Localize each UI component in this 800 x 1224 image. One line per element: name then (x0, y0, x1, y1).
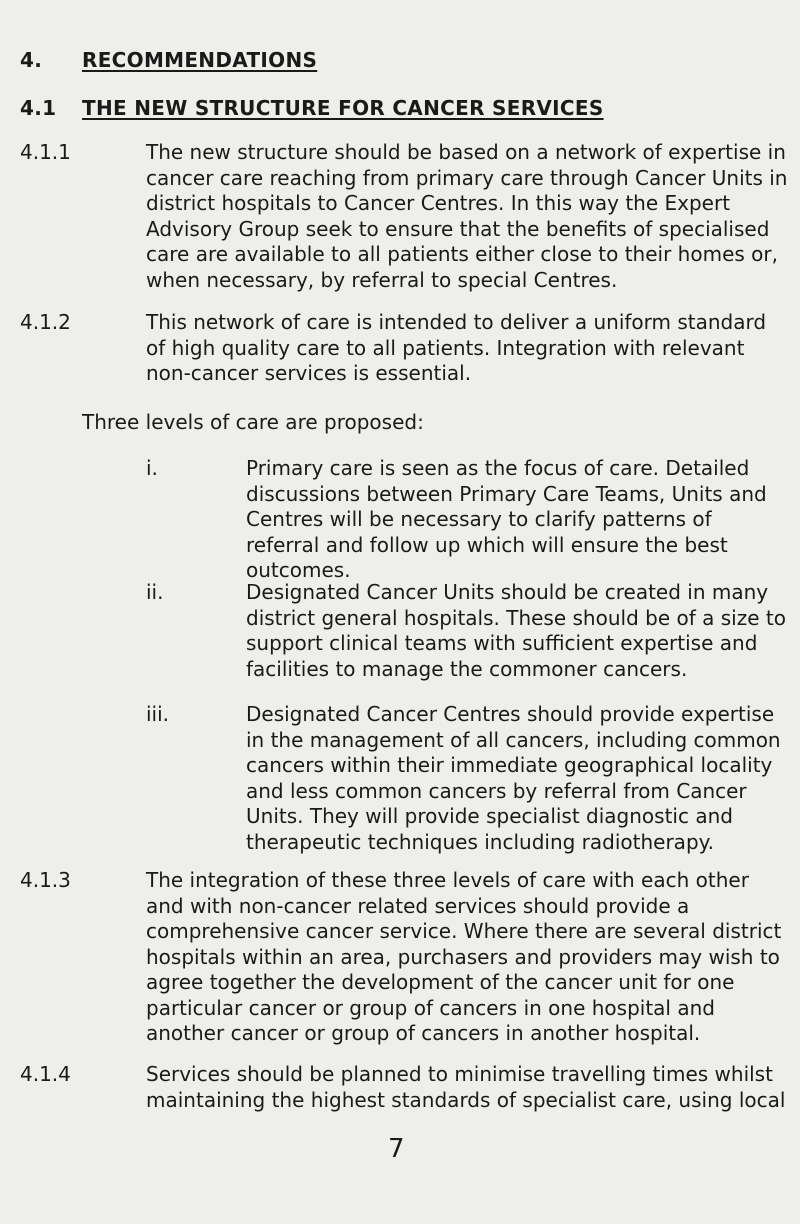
paragraph-4-1-1 (20, 140, 790, 293)
paragraph-number: 4.1.4 (20, 1062, 71, 1086)
section-number: 4. (20, 48, 43, 72)
list-numeral: ii. (146, 580, 164, 604)
levels-intro: Three levels of care are proposed: (82, 410, 424, 434)
list-item-text: Designated Cancer Units should be created in many district general hospitals. These should be of a size to support clinical teams with sufficient expertise and facilities to manage the commoner cancers. (246, 580, 786, 681)
paragraph-text: Services should be planned to minimise travelling times whilst maintaining the highest standards of specialist care, using local (146, 1062, 786, 1112)
subsection-number: 4.1 (20, 96, 57, 120)
paragraph-text: The new structure should be based on a network of expertise in cancer care reaching from primary care through Cancer Units in district hospitals to Cancer Centres. In this way the Expert Advisory Group seek to ensure that the benefits of specialised care are available to all patients either close to their homes or, when necessary, by referral to special Centres. (146, 140, 788, 292)
page-number: 7 (388, 1134, 405, 1164)
paragraph-4-1-3 (20, 868, 790, 1047)
paragraph-number: 4.1.3 (20, 868, 71, 892)
level-item-ii (146, 580, 786, 682)
list-numeral: iii. (146, 702, 170, 726)
level-item-iii (146, 702, 786, 855)
list-item-text: Primary care is seen as the focus of care. Detailed discussions between Primary Care Teams, Units and Centres will be necessary to clarify patterns of referral and follow up which will ensure the best outcomes. (246, 456, 767, 582)
level-item-i (146, 456, 786, 584)
paragraph-number: 4.1.2 (20, 310, 71, 334)
paragraph-text: The integration of these three levels of care with each other and with non-cancer related services should provide a comprehensive cancer service. Where there are several district hospitals within an area, purchasers and providers may wish to agree together the development of the cancer unit for one particular cancer or group of cancers in one hospital and another cancer or group of cancers in another hospital. (146, 868, 782, 1045)
paragraph-4-1-4 (20, 1062, 790, 1113)
subsection-heading (20, 96, 604, 120)
paragraph-number: 4.1.1 (20, 140, 71, 164)
paragraph-4-1-2 (20, 310, 790, 387)
list-item-text: Designated Cancer Centres should provide expertise in the management of all cancers, including common cancers within their immediate geographical locality and less common cancers by referral from Cancer Units. They will provide specialist diagnostic and therapeutic techniques including radiotherapy. (246, 702, 781, 854)
section-title: RECOMMENDATIONS (82, 48, 318, 72)
subsection-title: THE NEW STRUCTURE FOR CANCER SERVICES (82, 96, 604, 120)
section-heading (20, 48, 317, 72)
paragraph-text: This network of care is intended to deliver a uniform standard of high quality care to all patients. Integration with relevant non-cancer services is essential. (146, 310, 767, 385)
list-numeral: i. (146, 456, 158, 480)
